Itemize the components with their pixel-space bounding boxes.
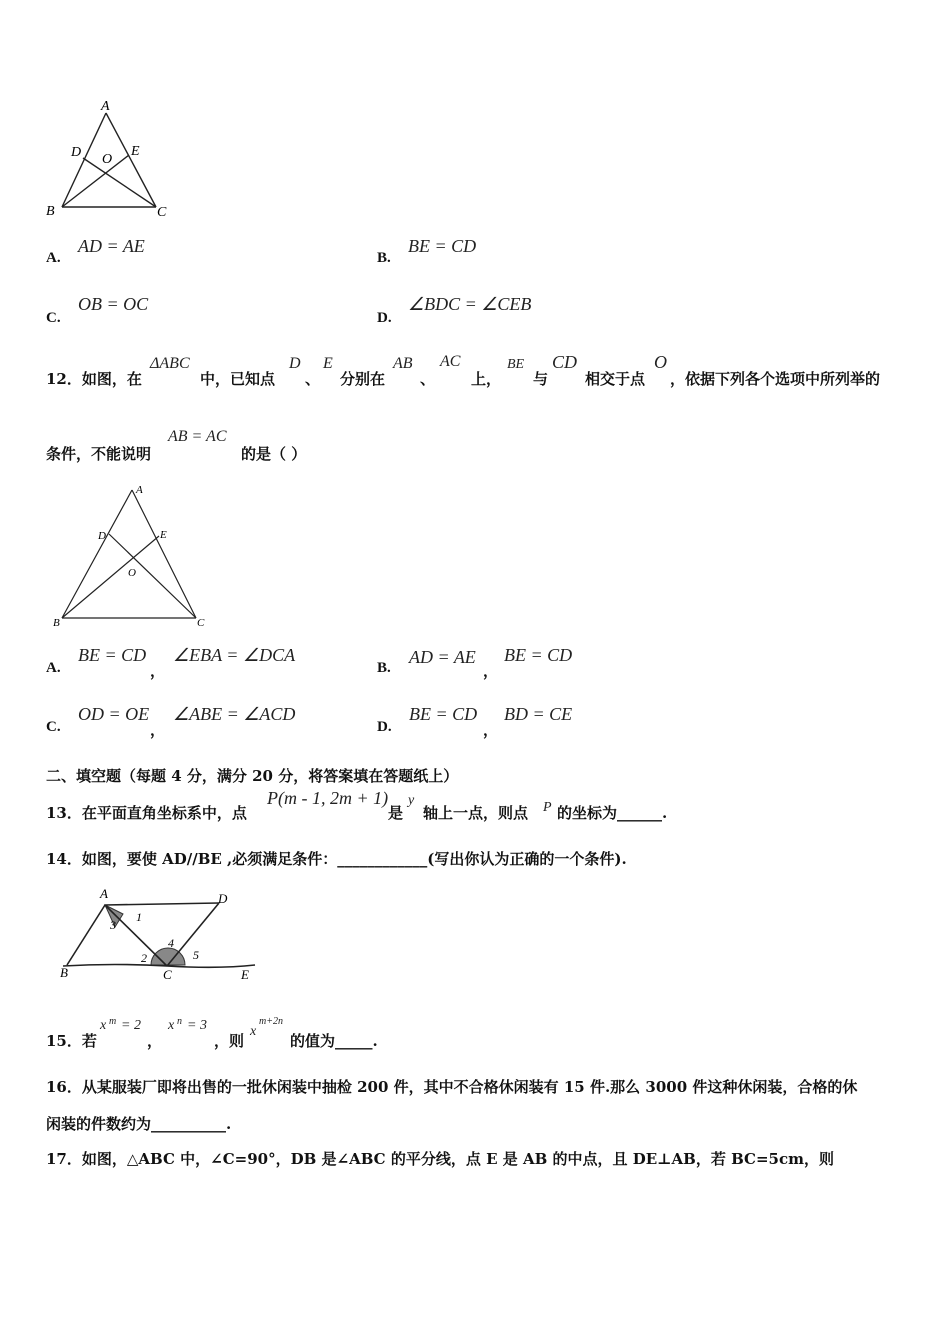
q12-number: 12．如图，在 [46, 370, 142, 388]
q13-point-p: P [543, 800, 552, 815]
q12-line2-a: 条件，不能说明 [46, 445, 152, 463]
q12-point-d: D [289, 355, 301, 372]
q12-option-d-expr-1: BE = CD [409, 704, 478, 724]
q16-line-1: 16．从某服装厂即将出售的一批休闲装中抽检 200 件，其中不合格休闲装有 15 件.那么 3000 件这种休闲装，合格的休 [46, 1078, 858, 1096]
fig3-label-e: E [241, 967, 249, 982]
q12-point-e: E [323, 355, 333, 372]
q12-option-b-comma: ， [483, 662, 499, 680]
q12-point-o: O [654, 352, 667, 372]
q12-option-d-expr-2: BD = CE [504, 704, 573, 724]
q11-option-a-expr: AD = AE [78, 236, 145, 256]
q12-option-c-expr-2: ∠ABE = ∠ACD [173, 704, 296, 724]
q12-option-b-expr-2: BE = CD [504, 645, 573, 665]
q15-xn-base: x [168, 1018, 175, 1033]
fig2-label-a: A [136, 484, 143, 496]
q13-text-3: 轴上一点，则点 [423, 804, 529, 822]
fig3-angle-3: 3 [110, 918, 116, 932]
fig2-label-d: D [98, 530, 106, 542]
q13-text-4: 的坐标为______. [557, 804, 668, 822]
q12-text-3: 上， [471, 370, 502, 388]
figure-q12-triangle [50, 480, 220, 630]
q15-xn-value: = 3 [187, 1018, 207, 1033]
q15-xm-value: = 2 [121, 1018, 141, 1033]
fig2-label-b: B [53, 617, 60, 629]
q15-result-base: x [250, 1024, 257, 1039]
q12-option-a-expr-2: ∠EBA = ∠DCA [173, 645, 296, 665]
fig1-label-c: C [157, 205, 167, 220]
fig3-label-c: C [163, 967, 172, 982]
fig3-angle-2: 2 [141, 951, 147, 965]
q12-option-d-letter: D. [377, 719, 392, 735]
q11-option-c-expr: OB = OC [78, 294, 149, 314]
q12-sep-1: 、 [305, 370, 321, 388]
q12-line2-b: 的是（ ） [241, 445, 307, 463]
fig1-label-d: D [71, 145, 82, 160]
q12-seg-cd: CD [552, 352, 578, 372]
q12-option-c-expr-1: OD = OE [78, 704, 150, 724]
q13-text-2: 是 [388, 804, 404, 822]
q11-option-a-letter: A. [46, 250, 61, 266]
q12-seg-ab: AB [393, 355, 413, 372]
q15-text-3: 的值为_____. [290, 1032, 378, 1050]
fig3-angle-4: 4 [168, 936, 174, 950]
q15-xn-exponent: n [177, 1016, 182, 1027]
q15-text-1: 15．若 [46, 1032, 97, 1050]
q12-condition: AB = AC [168, 428, 227, 445]
q12-option-c-letter: C. [46, 719, 61, 735]
q11-option-d-letter: D. [377, 310, 392, 326]
q11-option-c-letter: C. [46, 310, 61, 326]
q12-seg-be: BE [507, 357, 525, 372]
q12-option-c-comma: ， [150, 721, 166, 739]
q12-text-4: 与 [533, 370, 549, 388]
fig1-label-a: A [101, 99, 110, 114]
fig2-label-e: E [160, 529, 167, 541]
fig2-label-c: C [197, 617, 205, 629]
q13-text-1: 13．在平面直角坐标系中，点 [46, 804, 247, 822]
question-17: 17．如图，△ABC 中，∠C=90°，DB 是∠ABC 的平分线，点 E 是 AB 的中点，且 DE⊥AB，若 BC=5cm，则 [46, 1150, 834, 1168]
fig3-label-d: D [218, 891, 228, 906]
fig1-label-b: B [46, 204, 55, 219]
q12-triangle: ΔABC [150, 355, 190, 372]
fig1-label-o: O [102, 152, 113, 167]
q15-text-2: ，则 [214, 1032, 245, 1050]
q12-option-b-expr-1: AD = AE [409, 647, 476, 667]
q15-xm-exponent: m [109, 1016, 117, 1027]
question-14: 14．如图，要使 AD//BE ,必须满足条件：____________(写出你认为正确的一个条件). [46, 850, 627, 868]
fig3-label-a: A [100, 886, 108, 901]
q12-option-a-comma: ， [150, 662, 166, 680]
q12-option-b-letter: B. [377, 660, 391, 676]
q12-text-1: 中，已知点 [200, 370, 276, 388]
fig3-angle-1: 1 [136, 910, 142, 924]
q11-option-d-expr: ∠BDC = ∠CEB [408, 294, 532, 314]
fig3-label-b: B [60, 965, 68, 980]
q13-y-axis: y [408, 793, 415, 808]
fig2-label-o: O [128, 567, 136, 579]
q12-text-2: 分别在 [340, 370, 386, 388]
q16-line-2: 闲装的件数约为__________. [46, 1115, 232, 1133]
q12-text-5: 相交于点 [585, 370, 646, 388]
q12-text-6: ，依据下列各个选项中所列举的 [670, 370, 881, 388]
q12-seg-ac: AC [440, 353, 461, 370]
q15-xm-base: x [100, 1018, 107, 1033]
q13-point: P(m - 1, 2m + 1) [267, 788, 389, 808]
q15-comma: ， [147, 1032, 163, 1050]
q12-option-d-comma: ， [483, 721, 499, 739]
q11-option-b-expr: BE = CD [408, 236, 477, 256]
q12-option-a-letter: A. [46, 660, 61, 676]
q15-result-exponent: m+2n [259, 1016, 283, 1027]
fig1-label-e: E [131, 144, 140, 159]
figure-q11-triangle [40, 95, 180, 225]
q11-option-b-letter: B. [377, 250, 391, 266]
figure-q14-parallel [55, 885, 265, 985]
q12-sep-2: 、 [420, 370, 436, 388]
section-2-title: 二、填空题（每题 4 分，满分 20 分，将答案填在答题纸上） [46, 767, 459, 785]
fig3-angle-5: 5 [193, 948, 199, 962]
q12-option-a-expr-1: BE = CD [78, 645, 147, 665]
